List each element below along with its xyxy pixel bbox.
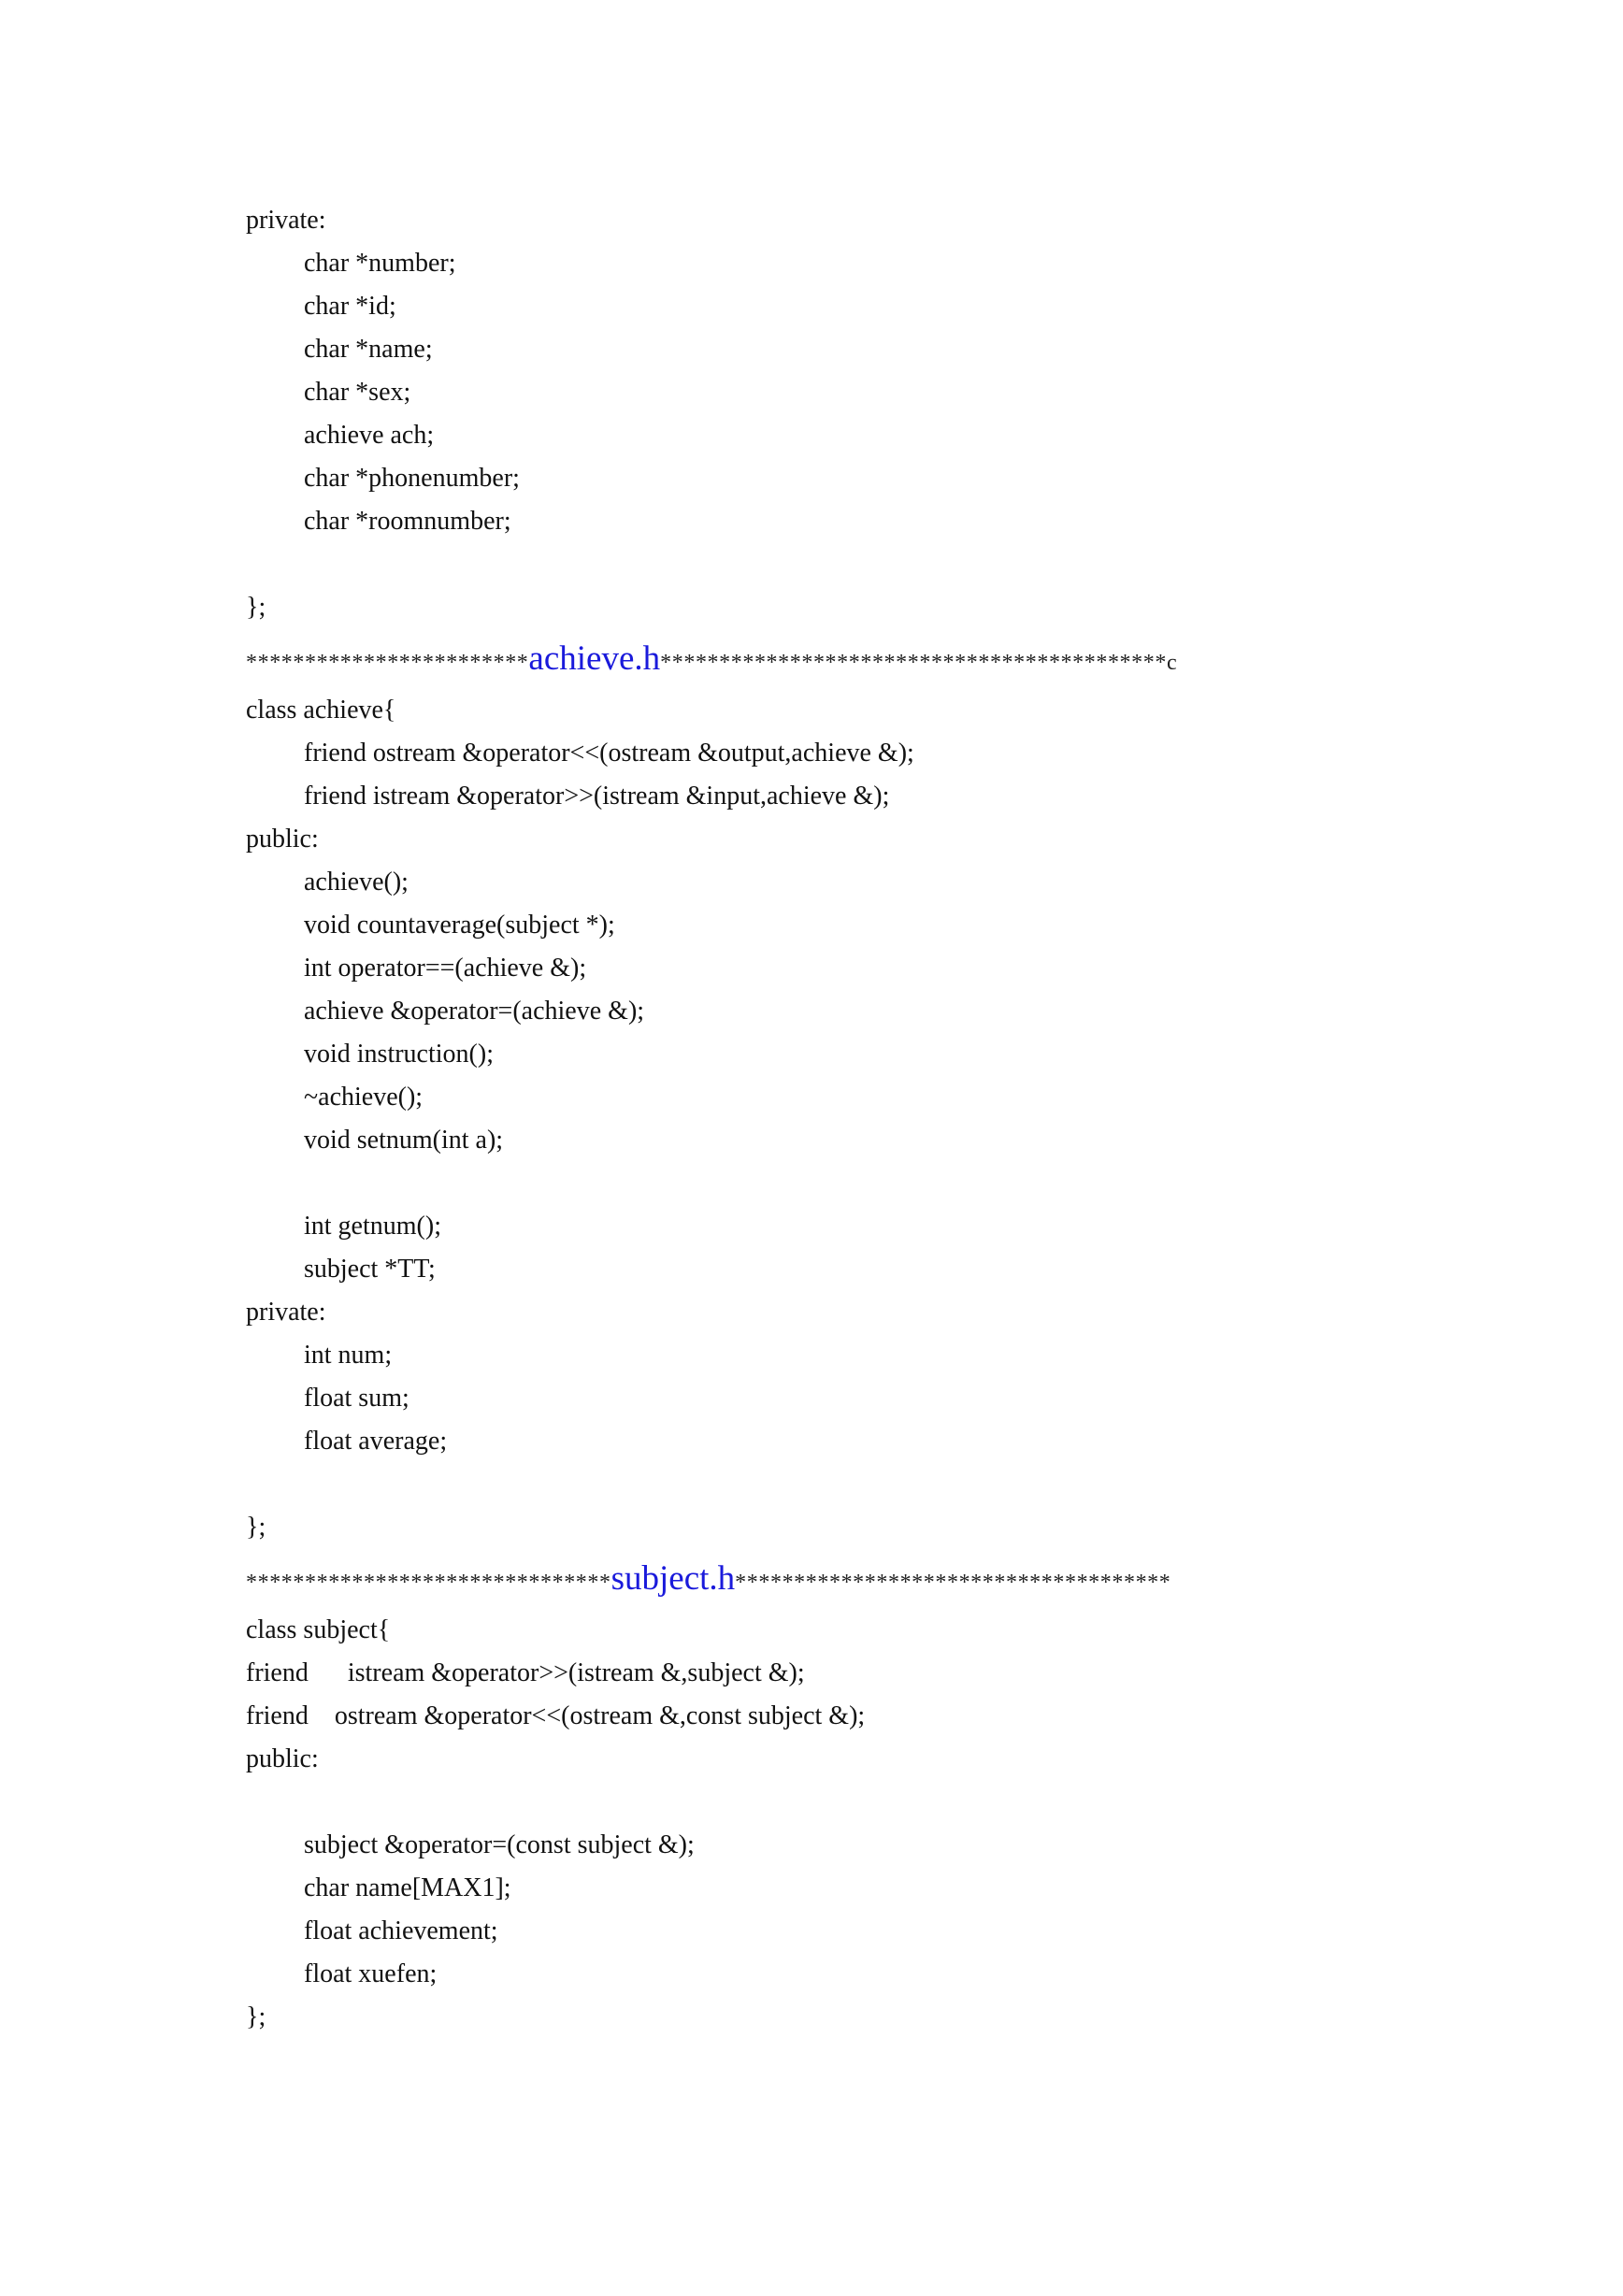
header-trailing-char: c <box>1166 651 1178 675</box>
member-line: subject *TT; <box>304 1255 436 1284</box>
member-line: int getnum(); <box>304 1212 441 1241</box>
header-stars: ******************************************* <box>660 651 1167 675</box>
member-line: char *phonenumber; <box>304 464 520 493</box>
access-label-private: private: <box>246 206 326 235</box>
member-line: char *id; <box>304 292 396 321</box>
friend-line: friend istream &operator>>(istream &input,achieve &); <box>304 782 890 811</box>
access-label-private: private: <box>246 1298 326 1327</box>
file-header-subject <box>246 1549 1461 1609</box>
code-listing <box>246 199 1461 2039</box>
member-line: char *sex; <box>304 378 411 407</box>
member-line: ~achieve(); <box>304 1083 424 1112</box>
member-line: float sum; <box>304 1384 409 1413</box>
blank-line <box>246 543 1461 586</box>
blank-line <box>246 1162 1461 1205</box>
header-stars: ************************ <box>246 651 529 675</box>
class-close: }; <box>246 593 266 622</box>
file-name-subject: subject.h <box>610 1559 736 1598</box>
member-line: float average; <box>304 1427 448 1456</box>
member-line: achieve &operator=(achieve &); <box>304 997 645 1026</box>
file-name-achieve: achieve.h <box>528 639 661 678</box>
friend-line: friend istream &operator>>(istream &,subject &); <box>246 1658 805 1687</box>
access-label-public: public: <box>246 1744 319 1773</box>
class-declaration-achieve: class achieve{ <box>246 696 396 725</box>
class-close: }; <box>246 2002 266 2031</box>
header-stars: ************************************* <box>735 1571 1171 1595</box>
header-stars: ******************************* <box>246 1571 611 1595</box>
member-line: void instruction(); <box>304 1040 494 1069</box>
member-line: float xuefen; <box>304 1959 438 1988</box>
member-line: void setnum(int a); <box>304 1126 504 1155</box>
member-line: achieve ach; <box>304 421 435 450</box>
access-label-public: public: <box>246 825 319 854</box>
blank-line <box>246 1463 1461 1506</box>
friend-line: friend ostream &operator<<(ostream &output,achieve &); <box>304 739 914 768</box>
member-line: achieve(); <box>304 868 409 897</box>
member-line: int num; <box>304 1341 393 1370</box>
member-line: float achievement; <box>304 1916 498 1945</box>
file-header-achieve <box>246 629 1461 689</box>
member-line: int operator==(achieve &); <box>304 954 587 983</box>
member-line: char *roomnumber; <box>304 507 511 536</box>
member-line: subject &operator=(const subject &); <box>304 1830 695 1859</box>
friend-line: friend ostream &operator<<(ostream &,const subject &); <box>246 1701 866 1730</box>
class-close: }; <box>246 1513 266 1542</box>
class-declaration-subject: class subject{ <box>246 1615 391 1644</box>
member-line: char name[MAX1]; <box>304 1873 511 1902</box>
member-line: char *number; <box>304 249 456 278</box>
blank-line <box>246 1781 1461 1824</box>
member-line: void countaverage(subject *); <box>304 911 615 940</box>
member-line: char *name; <box>304 335 433 364</box>
